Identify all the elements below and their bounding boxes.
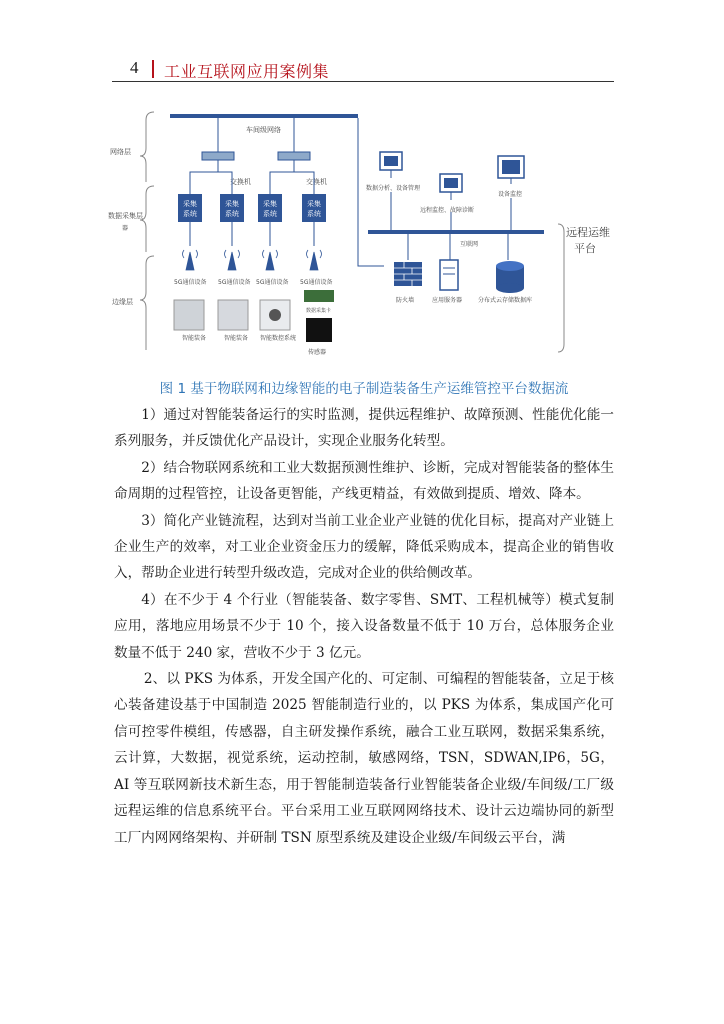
equipment-3: 智能数控系统 (260, 335, 297, 342)
figure-diagram (108, 104, 618, 366)
monitor-icon (380, 152, 402, 178)
remote-item-3: 设备监控 (498, 191, 523, 198)
equipment-2: 智能装备 (224, 335, 249, 342)
server-label-1: 防火墙 (396, 297, 415, 304)
remote-platform-label-1: 远程运维 (566, 226, 610, 239)
header-divider (152, 60, 154, 78)
equipment-image (218, 300, 248, 330)
svg-text:采集: 采集 (183, 200, 197, 208)
server-label-3: 分布式云存储数据库 (478, 297, 533, 304)
svg-text:系统: 系统 (225, 210, 239, 218)
layer-network: 网络层 (110, 148, 131, 156)
antenna-icon (263, 250, 278, 270)
header-rule (112, 81, 614, 82)
remote-item-2: 远程监控、故障诊断 (420, 207, 475, 214)
layer-edge: 边缘层 (112, 298, 133, 306)
collector-box (220, 194, 244, 222)
comm-device-1: 5G通信设备 (174, 279, 207, 286)
layer-collect: 数据采集层 (108, 212, 143, 220)
comm-device-4: 5G通信设备 (300, 279, 333, 286)
database-icon (496, 261, 524, 293)
internet-label: 互联网 (460, 241, 479, 248)
collector-box (258, 194, 282, 222)
paragraph-1: 1）通过对智能装备运行的实时监测，提供远程维护、故障预测、性能优化能一系列服务，并反馈优化产品设计，实现企业服务化转型。 (114, 407, 614, 450)
svg-text:系统: 系统 (263, 210, 277, 218)
monitor-icon (440, 174, 462, 200)
figure-caption: 图 1 基于物联网和边缘智能的电子制造装备生产运维管控平台数据流 (159, 381, 569, 397)
brace-edge (140, 256, 154, 350)
equipment-image (174, 300, 204, 330)
page-number: 4 (130, 58, 139, 77)
collector-box (178, 194, 202, 222)
workshop-network-label: 车间级网络 (246, 126, 281, 134)
svg-text:采集: 采集 (263, 200, 277, 208)
workshop-network-bar (170, 114, 358, 118)
server-label-2: 应用服务器 (432, 297, 463, 304)
remote-item-1: 数据分析、设备管理 (366, 185, 421, 192)
switch-label-2: 交换机 (306, 178, 327, 186)
firewall-icon (394, 262, 422, 286)
comm-device-3: 5G通信设备 (256, 279, 289, 286)
sensor-chip-image (306, 318, 332, 342)
remote-platform-label-2: 平台 (574, 242, 596, 255)
svg-text:采集: 采集 (307, 200, 321, 208)
header-title: 工业互联网应用案例集 (164, 62, 330, 81)
antenna-icon (225, 250, 240, 270)
svg-text:系统: 系统 (183, 210, 197, 218)
server-icon (440, 260, 458, 290)
monitor-icon (498, 156, 524, 184)
antenna-icon (307, 250, 322, 270)
antenna-icon (183, 250, 198, 270)
layer-collect-sub: 器 (122, 225, 129, 232)
internet-bar (368, 230, 544, 234)
paragraph-3: 3）简化产业链流程，达到对当前工业企业产业链的优化目标，提高对产业链上企业生产的效率，对工业企业资金压力的缓解，降低采购成本，提高企业的销售收入，帮助企业进行转型升级改造，完成对企业的供给侧改革。 (114, 512, 614, 582)
paragraph-4: 4）在不少于 4 个行业（智能装备、数字零售、SMT、工程机械等）模式复制应用，落地应用场景不少于 10 个，接入设备数量不低于 10 万台，总体服务企业数量不低于 240 家，营收不少于 3 亿元。 (114, 591, 614, 661)
paragraph-5: 2、以 PKS 为体系，开发全国产化的、可定制、可编程的智能装备，立足于核心装备建设基于中国制造 2025 智能制造行业的，以 PKS 为体系，集成国产化可信可控零件模组，传感器，自主研发操作系统，融合工业互联网，数据采集系统，云计算，大数据，视觉系统，运动控制，敏感网络，TSN，SDWAN,IP6，5G，AI 等互联网新技术新生态，用于智能制造装备行业智能装备企业级/车间级/工厂级远程运维的信息系统平台。平台采用工业互联网网络技术、设计云边端协同的新型工厂内网网络架构、并研制 TSN 原型系统及建设企业级/车间级云平台，满 (114, 671, 614, 846)
paragraph-2: 2）结合物联网系统和工业大数据预测性维护、诊断，完成对智能装备的整体生命周期的过程管控，让设备更智能，产线更精益，有效做到提质、增效、降本。 (114, 459, 614, 503)
camera-icon (269, 309, 281, 321)
equipment-1: 智能装备 (182, 335, 207, 342)
body-text (114, 402, 614, 851)
comm-device-2: 5G通信设备 (218, 279, 251, 286)
svg-text:系统: 系统 (307, 210, 321, 218)
equipment-4: 传感器 (308, 349, 327, 356)
switch-icon (278, 152, 310, 160)
svg-text:采集: 采集 (225, 200, 239, 208)
brace-network (140, 112, 154, 182)
board-image (304, 290, 334, 302)
collector-box (302, 194, 326, 222)
brace-remote (558, 224, 564, 352)
device-label-small: 数据采集卡 (306, 308, 332, 314)
switch-icon (202, 152, 234, 160)
switch-label-1: 交换机 (230, 178, 251, 186)
page-header (112, 58, 614, 82)
